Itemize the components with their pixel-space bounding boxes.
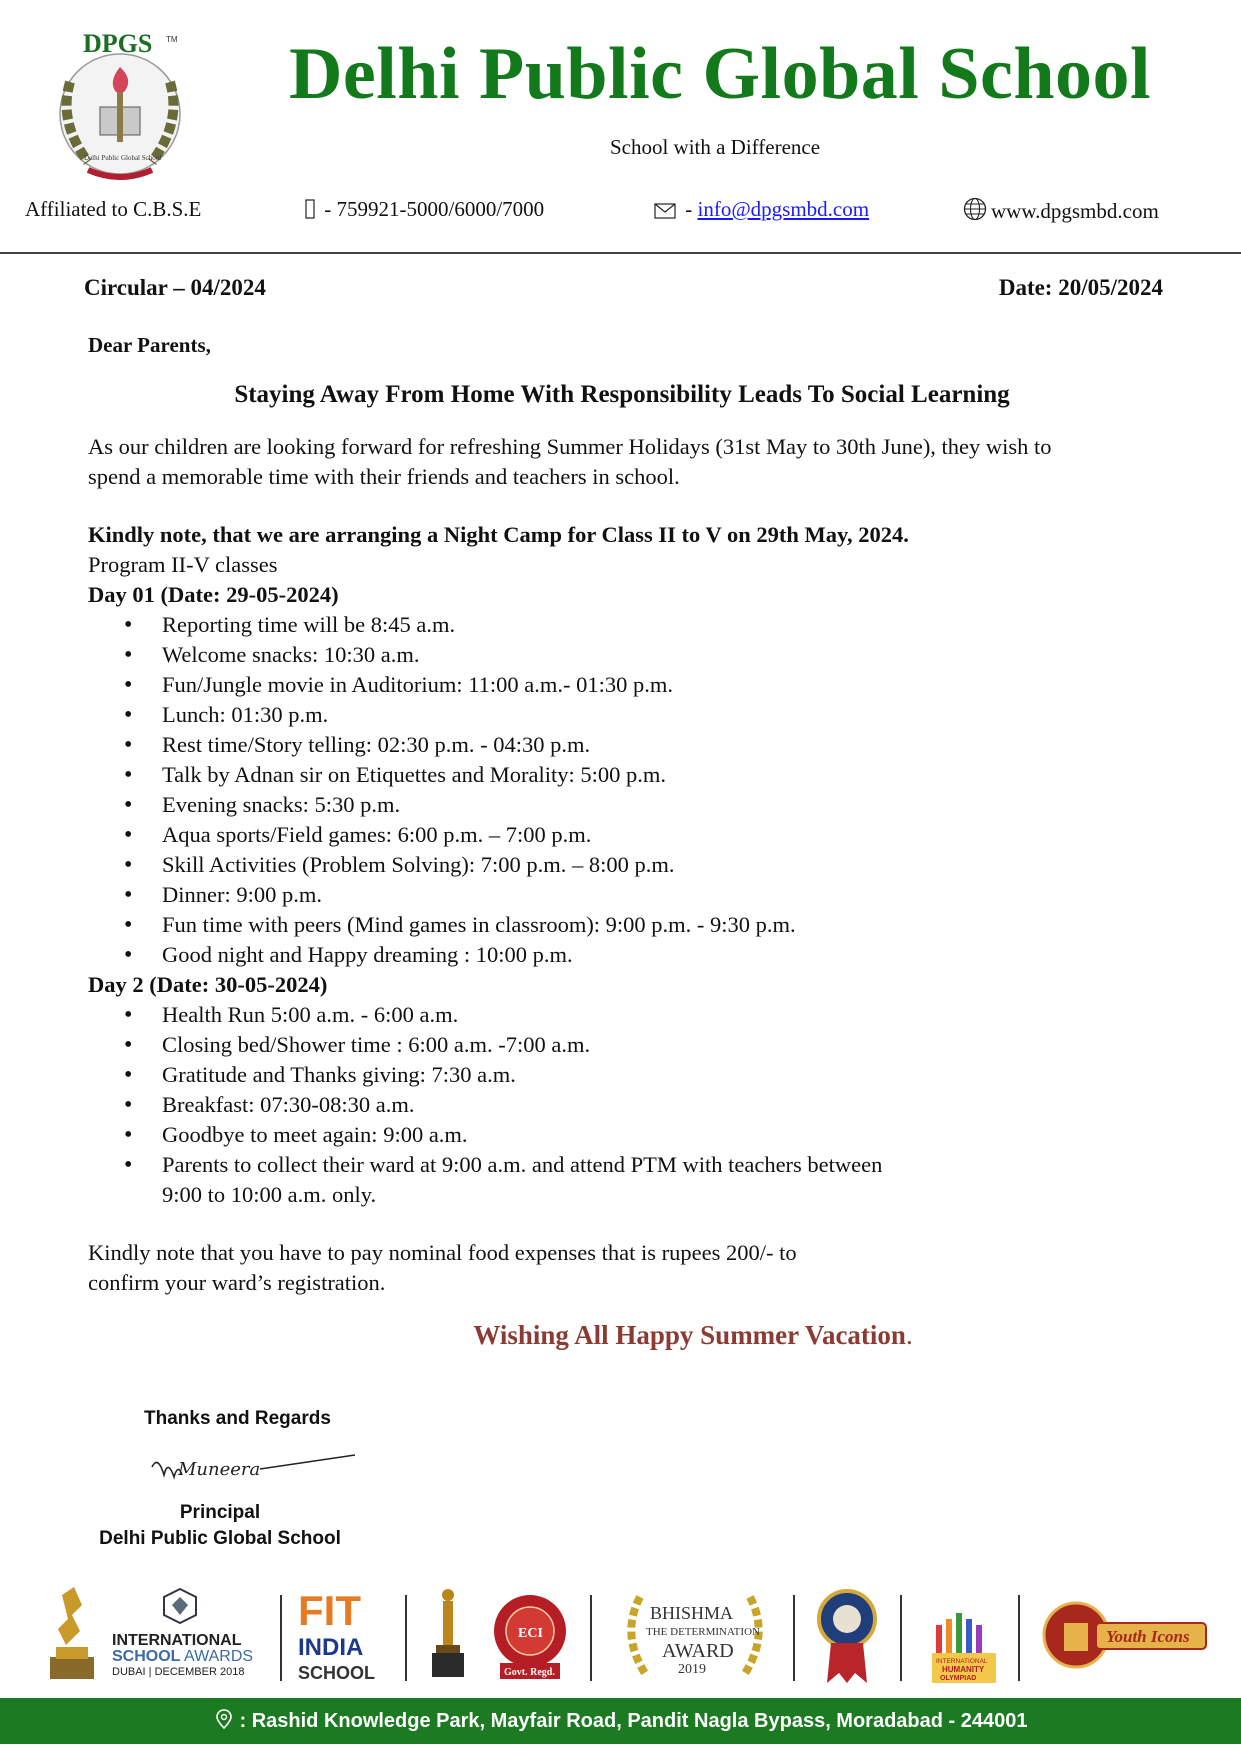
fit-line1: FIT	[298, 1587, 361, 1634]
website-url[interactable]: www.dpgsmbd.com	[991, 199, 1159, 223]
intro-line: spend a memorable time with their friends and teachers in school.	[88, 464, 680, 489]
thanks-regards: Thanks and Regards	[144, 1408, 331, 1429]
email-link[interactable]: info@dpgsmbd.com	[697, 197, 870, 221]
schedule-item: • Breakfast: 07:30-08:30 a.m.	[162, 1090, 1168, 1120]
contact-row	[0, 197, 1241, 227]
iho-line1: INTERNATIONAL	[936, 1658, 988, 1665]
letterhead	[0, 0, 1241, 250]
phone-icon	[305, 199, 315, 219]
schedule-item: • Gratitude and Thanks giving: 7:30 a.m.	[162, 1060, 1168, 1090]
schedule-item: • Dinner: 9:00 p.m.	[162, 880, 1168, 910]
logo-text: DPGS	[83, 29, 153, 58]
youth-icons-text: Youth Icons	[1106, 1627, 1190, 1646]
fee-line: confirm your ward’s registration.	[88, 1270, 386, 1295]
circular-date: Date: 20/05/2024	[998, 275, 1163, 300]
day2-heading: Day 2 (Date: 30-05-2024)	[88, 972, 328, 997]
schedule-item: • Talk by Adnan sir on Etiquettes and Morality: 5:00 p.m.	[162, 760, 1168, 790]
bhishma-line1: BHISHMA	[650, 1603, 734, 1623]
schedule-item: • Goodbye to meet again: 9:00 a.m.	[162, 1120, 1168, 1150]
principal-signature	[150, 1445, 360, 1495]
logo-tm: TM	[166, 35, 178, 44]
principal-block	[90, 1500, 350, 1552]
iho-line3: OLYMPIAD	[940, 1675, 977, 1682]
isa-line3: DUBAI | DECEMBER 2018	[112, 1666, 245, 1678]
schedule-item: • Reporting time will be 8:45 a.m.	[162, 610, 1168, 640]
bhishma-line3: AWARD	[662, 1640, 734, 1662]
fit-line3: SCHOOL	[298, 1663, 376, 1683]
address-footer	[0, 1698, 1241, 1744]
bhishma-line2: THE DETERMINATION	[646, 1626, 760, 1638]
mail-icon	[654, 203, 676, 219]
iho-line2: HUMANITY	[942, 1665, 985, 1674]
day2-schedule	[88, 1000, 1168, 1210]
email-prefix: -	[680, 197, 698, 221]
schedule-item: • Lunch: 01:30 p.m.	[162, 700, 1168, 730]
schedule-item: • Skill Activities (Problem Solving): 7:00 p.m. – 8:00 p.m.	[162, 850, 1168, 880]
isa-line2-b: AWARDS	[180, 1648, 254, 1665]
intro-line: As our children are looking forward for refreshing Summer Holidays (31st May to 30th June), they wish to	[88, 434, 1052, 459]
isa-line2	[112, 1648, 253, 1665]
camp-note: Kindly note, that we are arranging a Night Camp for Class II to V on 29th May, 2024.	[88, 522, 909, 547]
bhishma-year: 2019	[678, 1662, 706, 1677]
schedule-item-line: Parents to collect their ward at 9:00 a.m. and attend PTM with teachers between	[162, 1152, 883, 1177]
wish-dot: .	[905, 1320, 913, 1350]
medal-logo	[815, 1585, 879, 1685]
schedule-item	[162, 1150, 1168, 1210]
logo-ring-text: Delhi Public Global School	[84, 154, 162, 162]
letter-body	[88, 330, 1168, 1350]
day1-schedule	[88, 610, 1168, 970]
email-contact	[654, 197, 869, 222]
schedule-item: • Good night and Happy dreaming : 10:00 p.m.	[162, 940, 1168, 970]
schedule-item: • Fun time with peers (Mind games in classroom): 9:00 p.m. - 9:30 p.m.	[162, 910, 1168, 940]
globe-icon	[963, 197, 987, 221]
phone-number: - 759921-5000/6000/7000	[319, 197, 545, 221]
fit-india-logo	[294, 1585, 386, 1685]
address-text: : Rashid Knowledge Park, Mayfair Road, Pandit Nagla Bypass, Moradabad - 244001	[239, 1710, 1028, 1732]
salutation: Dear Parents,	[88, 333, 211, 357]
eci-seal-logo	[490, 1585, 570, 1685]
program-label: Program II-V classes	[88, 552, 278, 577]
closing-wish	[218, 1320, 1168, 1350]
location-pin-icon	[213, 1708, 235, 1730]
letter-title: Staying Away From Home With Responsibility Leads To Social Learning	[234, 381, 1010, 408]
isa-line2-a: SCHOOL	[112, 1648, 181, 1665]
school-name: Delhi Public Global School	[288, 33, 1152, 115]
youth-icons-logo	[1040, 1585, 1210, 1685]
website-contact	[963, 197, 1159, 224]
fee-note	[88, 1238, 1168, 1298]
statue-trophy-logo	[428, 1585, 468, 1685]
eci-text: ECI	[518, 1626, 543, 1641]
schedule-item-line: 9:00 to 10:00 a.m. only.	[162, 1182, 377, 1207]
fit-line2: INDIA	[298, 1634, 364, 1661]
schedule-item: • Rest time/Story telling: 02:30 p.m. - 04:30 p.m.	[162, 730, 1168, 760]
eci-sub: Govt. Regd.	[504, 1667, 555, 1678]
fee-line: Kindly note that you have to pay nominal food expenses that is rupees 200/- to	[88, 1240, 797, 1265]
schedule-item: • Health Run 5:00 a.m. - 6:00 a.m.	[162, 1000, 1168, 1030]
isa-line1: INTERNATIONAL	[112, 1632, 242, 1649]
principal-role: Principal	[179, 1502, 261, 1523]
day1-heading: Day 01 (Date: 29-05-2024)	[88, 582, 339, 607]
affiliation: Affiliated to C.B.S.E	[25, 197, 202, 221]
schedule-item: • Evening snacks: 5:30 p.m.	[162, 790, 1168, 820]
principal-school: Delhi Public Global School	[99, 1528, 341, 1549]
intro-paragraph	[88, 432, 1168, 492]
signature-text: Muneera	[178, 1459, 261, 1480]
header-divider	[0, 252, 1241, 254]
school-tagline: School with a Difference	[609, 135, 821, 159]
phone-contact	[305, 197, 544, 222]
circular-number: Circular – 04/2024	[84, 275, 266, 300]
schedule-item: • Fun/Jungle movie in Auditorium: 11:00 a.m.- 01:30 p.m.	[162, 670, 1168, 700]
address-line	[0, 1698, 1241, 1744]
international-school-awards-logo	[108, 1585, 268, 1685]
schedule-item: • Welcome snacks: 10:30 a.m.	[162, 640, 1168, 670]
trophy-logo	[44, 1585, 100, 1685]
awards-strip	[0, 1585, 1241, 1685]
schedule-item: • Closing bed/Shower time : 6:00 a.m. -7:00 a.m.	[162, 1030, 1168, 1060]
bhishma-award-logo	[610, 1585, 780, 1685]
schedule-item: • Aqua sports/Field games: 6:00 p.m. – 7:00 p.m.	[162, 820, 1168, 850]
wish-text: Wishing All Happy Summer Vacation	[473, 1320, 906, 1350]
humanity-olympiad-logo	[930, 1585, 1000, 1685]
school-logo	[48, 22, 198, 182]
